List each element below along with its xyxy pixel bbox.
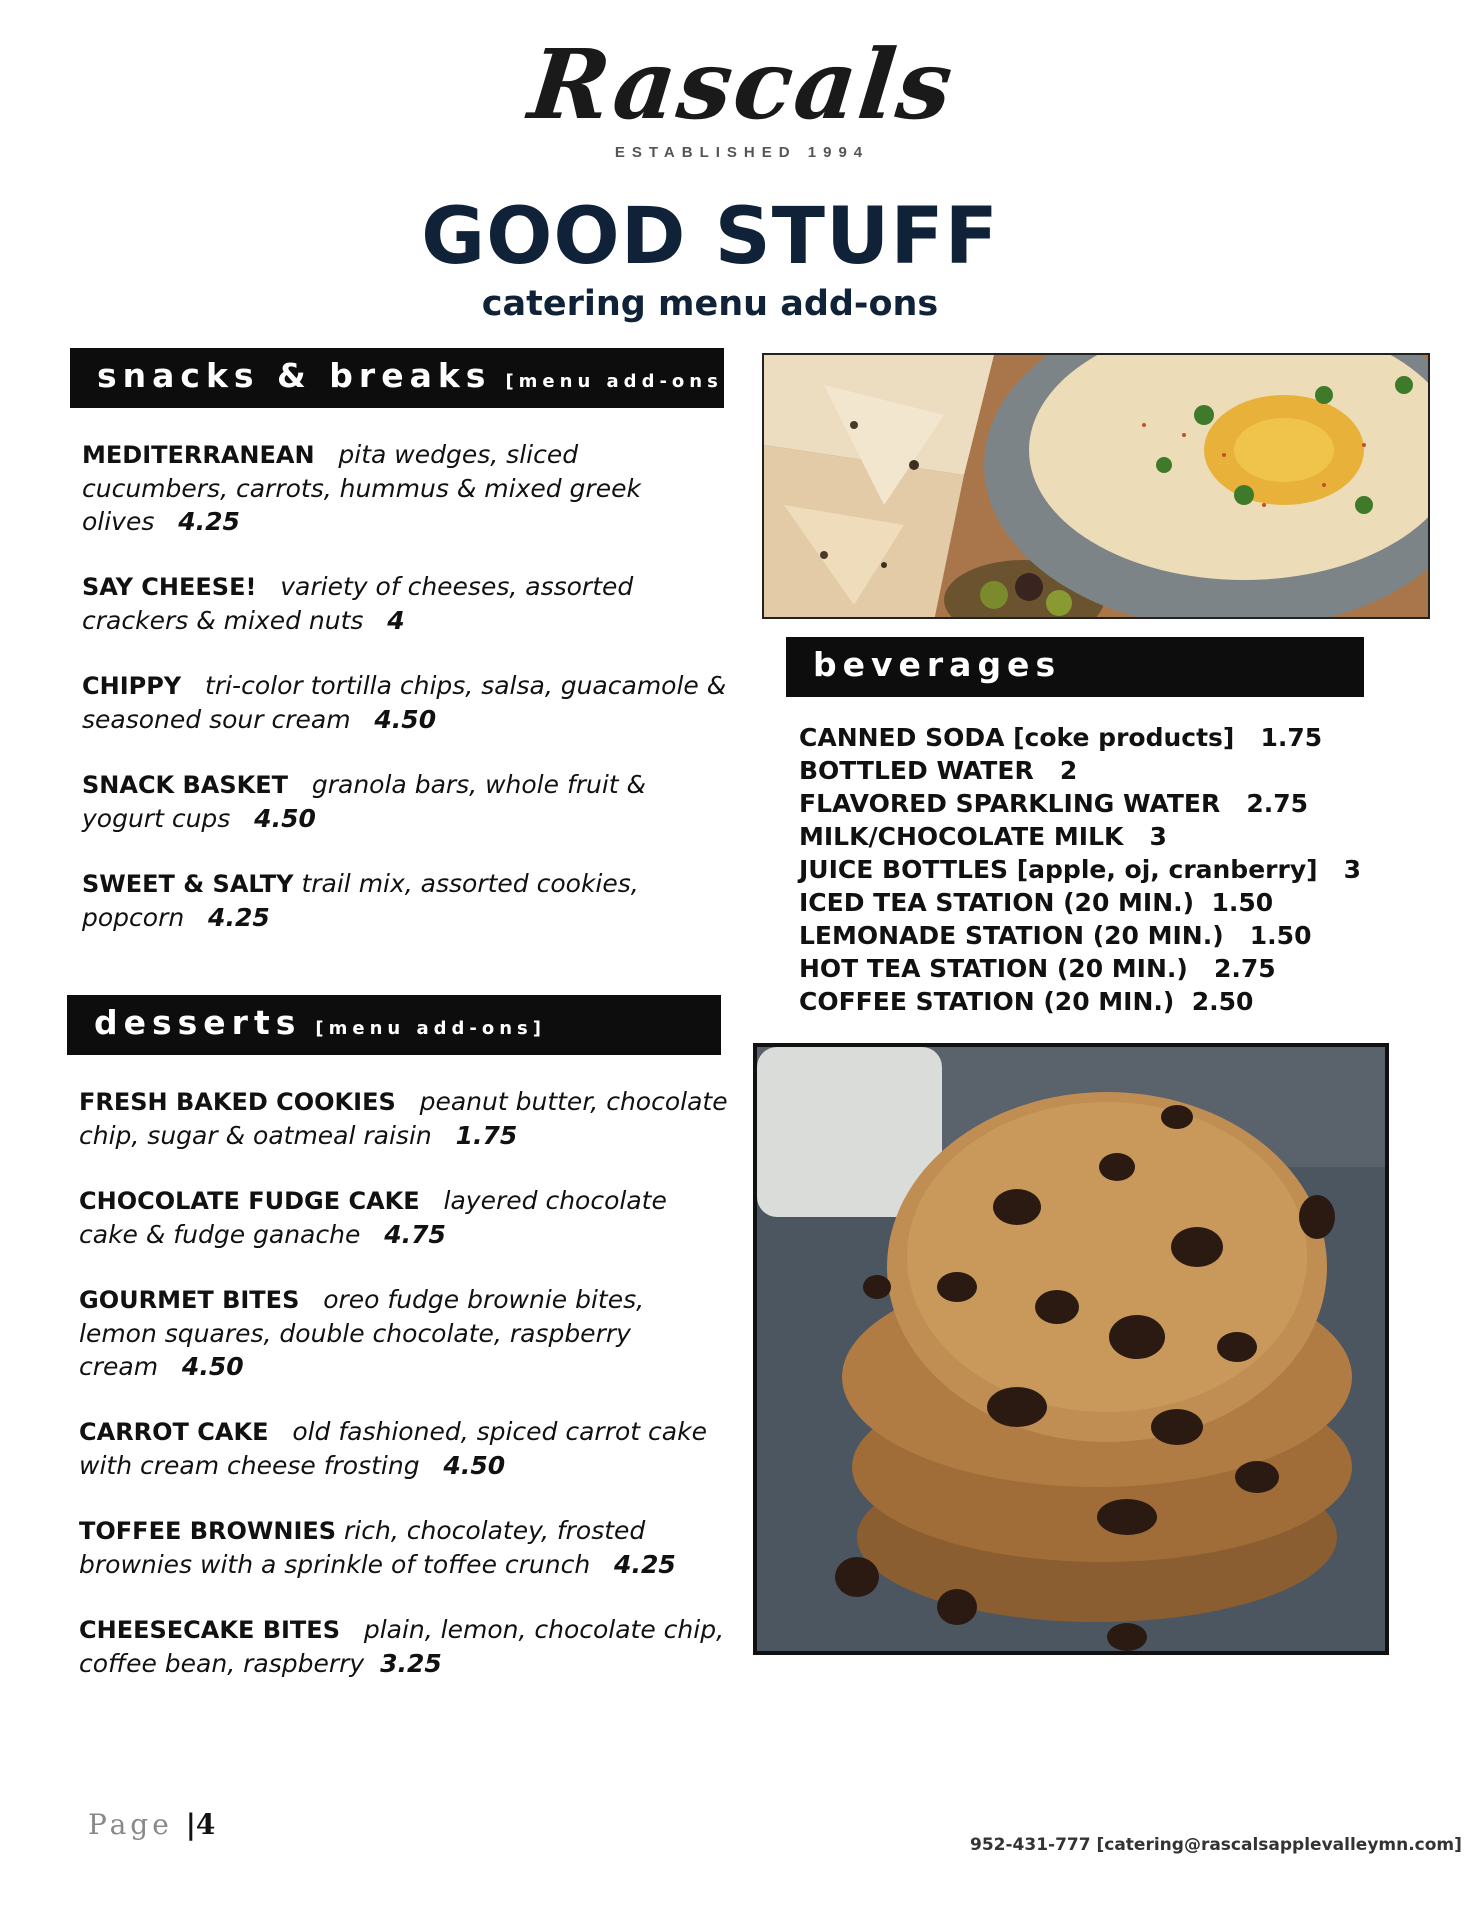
desserts-list <box>79 1085 729 1680</box>
cookies-photo <box>753 1043 1389 1655</box>
menu-item <box>82 570 732 637</box>
menu-item-desc: variety of cheeses, assorted crackers & mixed nuts <box>82 572 634 635</box>
page-label: Page <box>88 1808 173 1841</box>
hummus-photo <box>762 353 1430 619</box>
menu-item-price: 4.75 <box>384 1220 446 1249</box>
menu-item-price: 4.25 <box>208 903 270 932</box>
snacks-list <box>82 438 732 934</box>
beverage-name: FLAVORED SPARKLING WATER <box>799 789 1221 818</box>
desserts-heading: desserts <box>94 1003 302 1042</box>
beverage-item <box>799 985 1439 1018</box>
beverage-name: CANNED SODA [coke products] <box>799 723 1235 752</box>
snacks-heading: snacks & breaks <box>97 356 492 395</box>
menu-item-name: CHIPPY <box>82 672 182 700</box>
menu-item-desc: granola bars, whole fruit & yogurt cups <box>82 770 647 833</box>
desserts-section-header <box>67 995 721 1055</box>
menu-item-desc: pita wedges, sliced cucumbers, carrots, hummus & mixed greek olives <box>82 440 641 536</box>
menu-item-desc: plain, lemon, chocolate chip, coffee bean, raspberry <box>79 1615 725 1678</box>
menu-item-name: SAY CHEESE! <box>82 573 257 601</box>
beverage-item <box>799 721 1439 754</box>
beverage-name: HOT TEA STATION (20 MIN.) <box>799 954 1188 983</box>
beverage-price: 1.50 <box>1211 888 1274 917</box>
beverage-price: 2.75 <box>1246 789 1309 818</box>
beverage-price: 2.50 <box>1191 987 1254 1016</box>
menu-item-name: CHEESECAKE BITES <box>79 1616 340 1644</box>
beverage-name: BOTTLED WATER <box>799 756 1034 785</box>
snacks-tag: [menu add-ons] <box>505 371 737 392</box>
menu-item-desc: old fashioned, spiced carrot cake with cream cheese frosting <box>79 1417 707 1480</box>
menu-item <box>82 768 732 835</box>
beverage-price: 2 <box>1059 756 1078 785</box>
menu-item-desc: tri-color tortilla chips, salsa, guacamole & seasoned sour cream <box>82 671 727 734</box>
menu-item-price: 4.50 <box>181 1352 244 1381</box>
menu-item <box>79 1415 729 1482</box>
menu-item-name: TOFFEE BROWNIES <box>79 1517 337 1545</box>
menu-item-price: 3.25 <box>380 1649 442 1678</box>
menu-item <box>79 1085 729 1152</box>
beverage-name: LEMONADE STATION (20 MIN.) <box>799 921 1224 950</box>
menu-item-price: 4.50 <box>254 804 316 833</box>
beverage-name: MILK/CHOCOLATE MILK <box>799 822 1124 851</box>
beverage-item <box>799 787 1439 820</box>
desserts-tag: [menu add-ons] <box>315 1018 546 1039</box>
menu-item-name: CHOCOLATE FUDGE CAKE <box>79 1187 420 1215</box>
menu-item-name: SWEET & SALTY <box>82 870 294 898</box>
menu-item <box>82 438 732 538</box>
menu-item-price: 1.75 <box>455 1121 518 1150</box>
contact-info: 952-431-777 [catering@rascalsapplevalleymn.com] <box>970 1835 1462 1855</box>
menu-item-price: 4 <box>387 606 405 635</box>
menu-item-desc: trail mix, assorted cookies, popcorn <box>82 869 639 932</box>
beverages-section-header <box>786 637 1364 697</box>
beverage-item <box>799 754 1439 787</box>
menu-item-desc: rich, chocolatey, frosted brownies with a sprinkle of toffee crunch <box>79 1516 646 1579</box>
beverage-price: 3 <box>1343 855 1362 884</box>
menu-item <box>79 1184 729 1251</box>
beverage-price: 1.50 <box>1249 921 1312 950</box>
menu-item <box>82 867 732 934</box>
cookies-illustration <box>757 1047 1385 1651</box>
page-subtitle: catering menu add-ons <box>481 284 939 324</box>
page-number: 4 <box>195 1808 216 1841</box>
menu-item <box>79 1613 729 1680</box>
page-footer: Page |4 <box>88 1808 216 1841</box>
page-title: GOOD STUFF <box>421 192 999 282</box>
beverage-price: 2.75 <box>1213 954 1276 983</box>
menu-item-desc: peanut butter, chocolate chip, sugar & oatmeal raisin <box>79 1087 728 1150</box>
hummus-illustration <box>764 355 1430 619</box>
beverages-heading: beverages <box>813 645 1062 684</box>
beverage-name: ICED TEA STATION (20 MIN.) <box>799 888 1195 917</box>
menu-item-price: 4.50 <box>443 1451 506 1480</box>
menu-item <box>79 1283 729 1383</box>
menu-item-name: CARROT CAKE <box>79 1418 269 1446</box>
menu-item <box>82 669 732 736</box>
menu-item-name: FRESH BAKED COOKIES <box>79 1088 396 1116</box>
brand-established: ESTABLISHED 1994 <box>614 144 870 161</box>
brand-name: Rascals <box>524 28 960 141</box>
menu-item-name: MEDITERRANEAN <box>82 441 315 469</box>
beverage-item <box>799 853 1439 886</box>
menu-item-name: SNACK BASKET <box>82 771 289 799</box>
menu-item-desc: oreo fudge brownie bites, lemon squares, double chocolate, raspberry cream <box>79 1285 645 1381</box>
beverage-price: 3 <box>1149 822 1167 851</box>
menu-item-name: GOURMET BITES <box>79 1286 300 1314</box>
beverage-item <box>799 820 1439 853</box>
beverage-item <box>799 952 1439 985</box>
beverage-item <box>799 919 1439 952</box>
beverages-list <box>799 721 1439 1018</box>
beverage-price: 1.75 <box>1260 723 1323 752</box>
brand-logo <box>0 30 1484 161</box>
beverage-name: COFFEE STATION (20 MIN.) <box>799 987 1175 1016</box>
menu-item-price: 4.25 <box>614 1550 676 1579</box>
beverage-item <box>799 886 1439 919</box>
beverage-name: JUICE BOTTLES [apple, oj, cranberry] <box>799 855 1318 884</box>
menu-item-desc: layered chocolate cake & fudge ganache <box>79 1186 667 1249</box>
menu-item-price: 4.50 <box>374 705 437 734</box>
snacks-section-header <box>70 348 737 408</box>
menu-item <box>79 1514 729 1581</box>
menu-item-price: 4.25 <box>178 507 240 536</box>
